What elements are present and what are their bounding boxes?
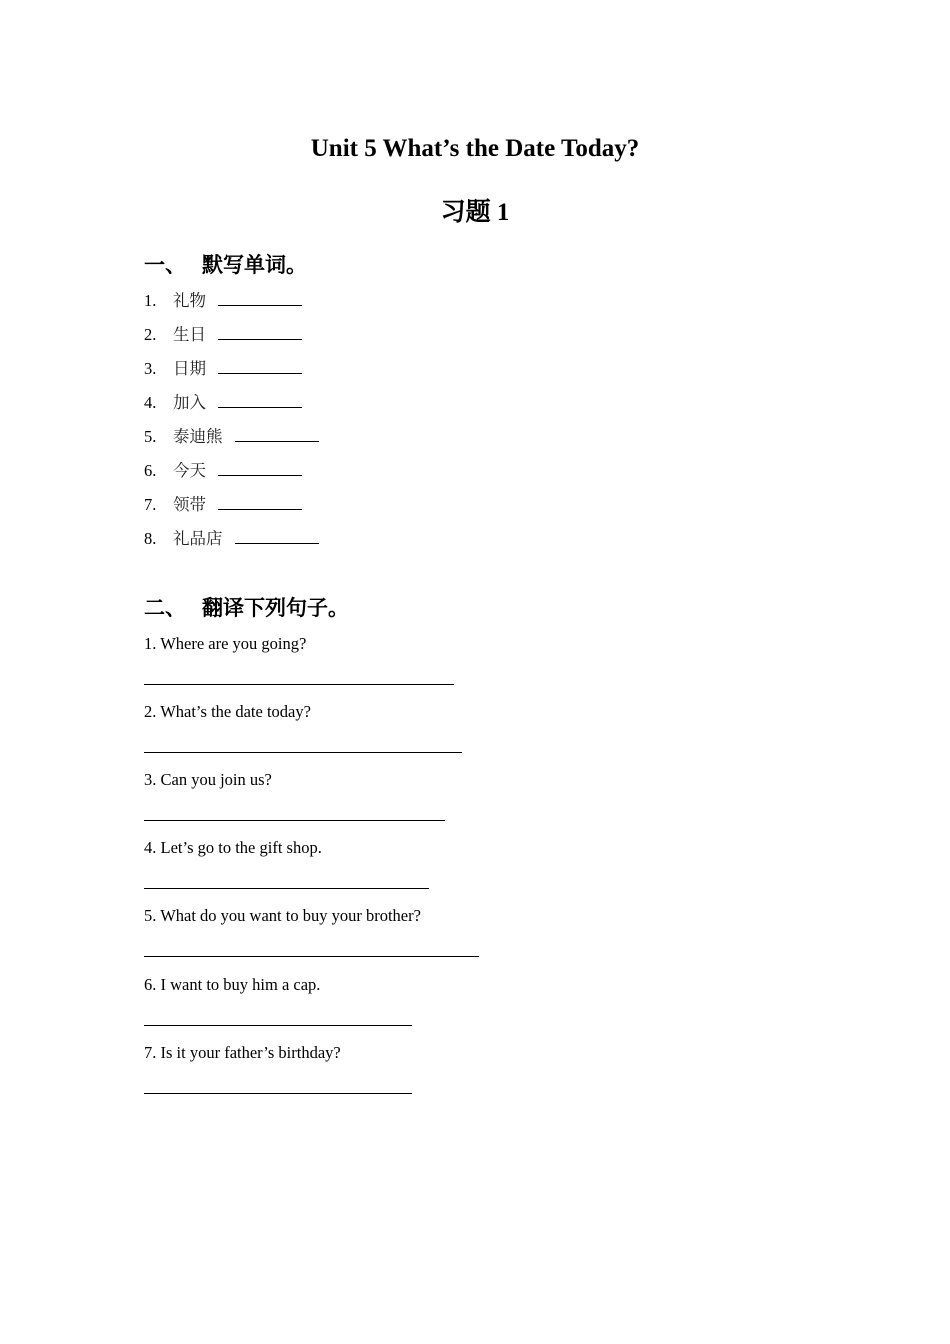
- vocab-item: [144, 427, 319, 447]
- exercise-title: 习题 1: [440, 199, 510, 226]
- vocab-word: 礼品店: [173, 529, 223, 548]
- sentence-prompt: 3. Can you join us?: [144, 770, 272, 789]
- section-1-title: 默写单词。: [202, 253, 307, 277]
- vocab-answer-blank[interactable]: [235, 529, 319, 544]
- vocab-number: 2.: [144, 325, 157, 344]
- vocab-number: 5.: [144, 427, 157, 446]
- vocab-word: 今天: [173, 461, 206, 480]
- translation-answer-line[interactable]: [144, 888, 429, 889]
- sentence-prompt: 5. What do you want to buy your brother?: [144, 906, 421, 925]
- vocab-item: [144, 359, 302, 379]
- translation-answer-line[interactable]: [144, 820, 445, 821]
- vocab-number: 7.: [144, 495, 157, 514]
- vocab-answer-blank[interactable]: [218, 393, 302, 408]
- vocab-number: 6.: [144, 461, 157, 480]
- sentence-prompt: 7. Is it your father’s birthday?: [144, 1043, 341, 1062]
- vocab-word: 领带: [173, 495, 206, 514]
- translation-answer-line[interactable]: [144, 752, 462, 753]
- translation-answer-line[interactable]: [144, 684, 454, 685]
- section-1-number: 一、: [144, 253, 186, 277]
- section-2-heading: [144, 595, 349, 621]
- vocab-number: 1.: [144, 291, 157, 310]
- translation-answer-line[interactable]: [144, 1025, 412, 1026]
- vocab-answer-blank[interactable]: [218, 325, 302, 340]
- vocab-answer-blank[interactable]: [218, 291, 302, 306]
- section-2-title: 翻译下列句子。: [202, 596, 349, 620]
- vocab-item: [144, 393, 302, 413]
- sentence-prompt: 2. What’s the date today?: [144, 702, 311, 721]
- page-title: Unit 5 What’s the Date Today?: [310, 135, 640, 162]
- vocab-number: 3.: [144, 359, 157, 378]
- sentence-prompt: 1. Where are you going?: [144, 634, 307, 653]
- vocab-answer-blank[interactable]: [218, 461, 302, 476]
- vocab-answer-blank[interactable]: [218, 359, 302, 374]
- section-2-number: 二、: [144, 596, 186, 620]
- vocab-item: [144, 529, 319, 549]
- vocab-item: [144, 495, 302, 515]
- vocab-word: 礼物: [173, 291, 206, 310]
- translation-answer-line[interactable]: [144, 1093, 412, 1094]
- vocab-word: 生日: [173, 325, 206, 344]
- section-1-heading: [144, 252, 307, 278]
- vocab-word: 日期: [173, 359, 206, 378]
- vocab-answer-blank[interactable]: [235, 427, 319, 442]
- vocab-item: [144, 291, 302, 311]
- vocab-answer-blank[interactable]: [218, 495, 302, 510]
- translation-answer-line[interactable]: [144, 956, 479, 957]
- vocab-number: 4.: [144, 393, 157, 412]
- sentence-prompt: 4. Let’s go to the gift shop.: [144, 838, 322, 857]
- vocab-item: [144, 325, 302, 345]
- vocab-word: 加入: [173, 393, 206, 412]
- vocab-item: [144, 461, 302, 481]
- vocab-word: 泰迪熊: [173, 427, 223, 446]
- sentence-prompt: 6. I want to buy him a cap.: [144, 975, 321, 994]
- vocab-number: 8.: [144, 529, 157, 548]
